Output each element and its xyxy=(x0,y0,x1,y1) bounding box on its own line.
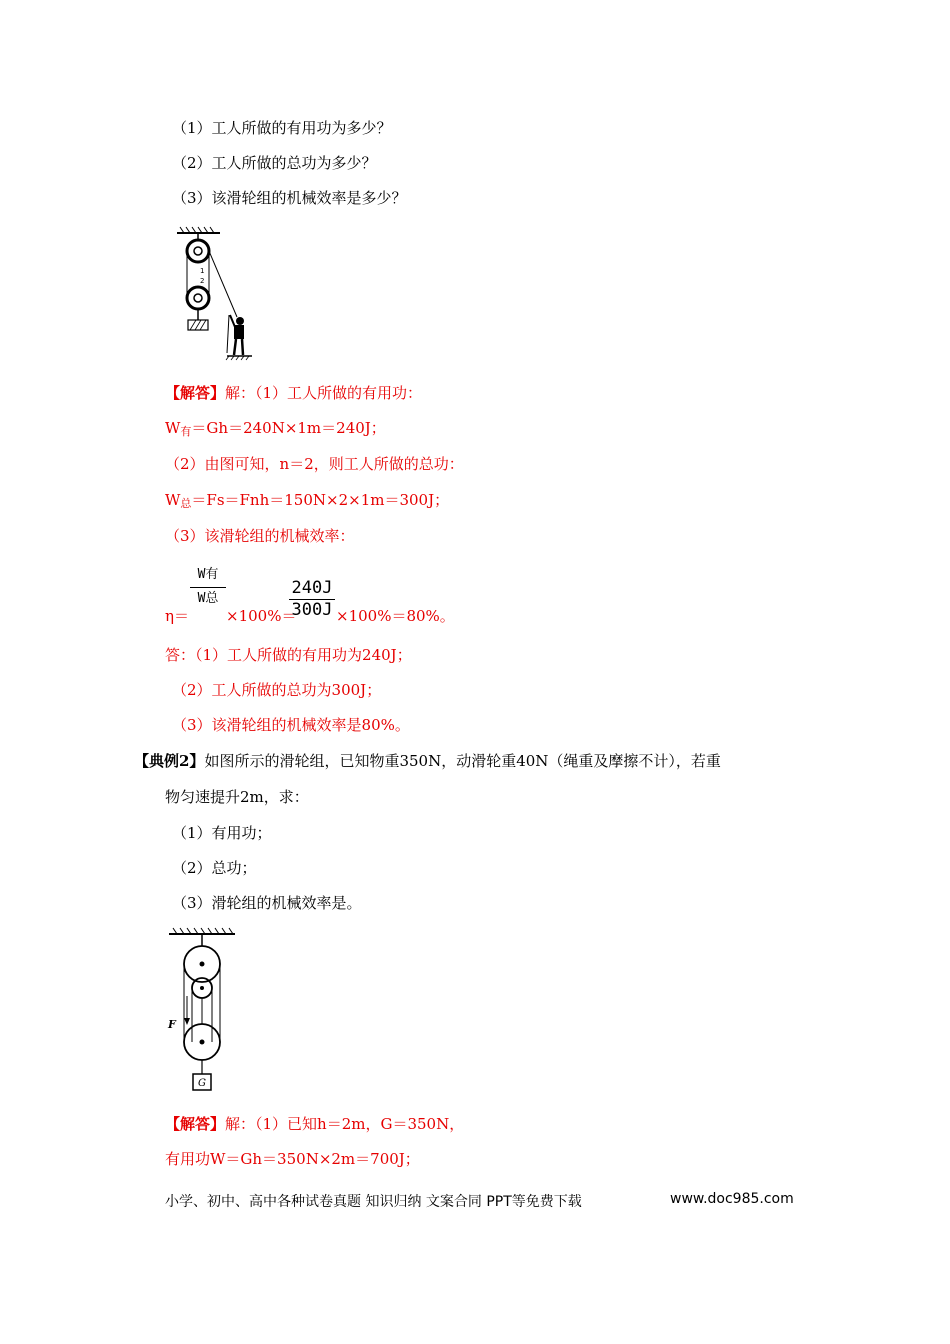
eta-prefix: η＝ xyxy=(165,607,189,625)
conclusion-2: （2）工人所做的总功为300J； xyxy=(172,681,382,699)
fig1-label-2: 2 xyxy=(200,277,205,285)
answer-2-intro xyxy=(165,1114,464,1134)
fraction-wyou-wzong xyxy=(190,566,226,608)
footer-url[interactable]: www.doc985.com xyxy=(670,1191,794,1207)
example-2-line-2: 物匀速提升2m，求： xyxy=(165,788,309,806)
example-2-item-1: （1）有用功； xyxy=(172,824,272,842)
answer-1-line-4: （3）该滑轮组的机械效率： xyxy=(165,527,355,545)
answer-tag: 【解答】 xyxy=(165,384,226,402)
fraction-1-numerator: W有 xyxy=(190,566,226,588)
percent-mid: ×100%＝ xyxy=(226,607,297,625)
conclusion-3: （3）该滑轮组的机械效率是80%。 xyxy=(172,716,410,734)
weight-g-label: G xyxy=(198,1078,206,1089)
example-2-tag: 【典例2】 xyxy=(134,752,205,770)
example-2-item-2: （2）总功； xyxy=(172,859,257,877)
fraction-1-denominator: W总 xyxy=(197,591,219,606)
fraction-240-300 xyxy=(289,578,335,620)
fraction-2-numerator: 240J xyxy=(289,578,335,600)
eta-result: ×100%＝80%。 xyxy=(336,607,455,625)
answer-1-line-3: $W_总=Fs=Fnh=150N\times 2\times 1m=300J$； xyxy=(165,491,450,510)
conclusion-1: 答：（1）工人所做的有用功为240J； xyxy=(165,646,412,664)
question-1-item: （1）工人所做的有用功为多少？ xyxy=(172,119,392,137)
fraction-2-denominator: 300J xyxy=(291,600,333,620)
example-2-line-1 xyxy=(134,751,721,771)
force-f-label: F xyxy=(168,1018,176,1031)
pulley-figure-1 xyxy=(172,225,262,365)
answer-2-tag: 【解答】 xyxy=(165,1115,226,1133)
footer-text: 小学、初中、高中各种试卷真题 知识归纳 文案合同 PPT等免费下载 xyxy=(165,1194,582,1210)
answer-1-line-2: （2）由图可知，n＝2，则工人所做的总功： xyxy=(165,455,464,473)
pulley-figure-2 xyxy=(165,926,241,1094)
fig1-label-1: 1 xyxy=(200,267,205,275)
example-2-text: 如图所示的滑轮组，已知物重350N，动滑轮重40N（绳重及摩擦不计），若重 xyxy=(204,752,721,770)
answer-2-line-2: 有用功W＝Gh＝350N×2m＝700J； xyxy=(165,1150,420,1168)
example-2-item-3: （3）滑轮组的机械效率是。 xyxy=(172,894,362,912)
answer-1-line-1: $W_有=Gh=240N\times 1m=240J$； xyxy=(165,419,386,438)
answer-intro-text: 解：（1）工人所做的有用功： xyxy=(225,384,423,402)
question-2-item: （2）工人所做的总功为多少？ xyxy=(172,154,377,172)
question-3-item: （3）该滑轮组的机械效率是多少？ xyxy=(172,189,407,207)
answer-1-intro xyxy=(165,383,422,403)
answer-2-text: 解：（1）已知h＝2m，G＝350N， xyxy=(225,1115,465,1133)
